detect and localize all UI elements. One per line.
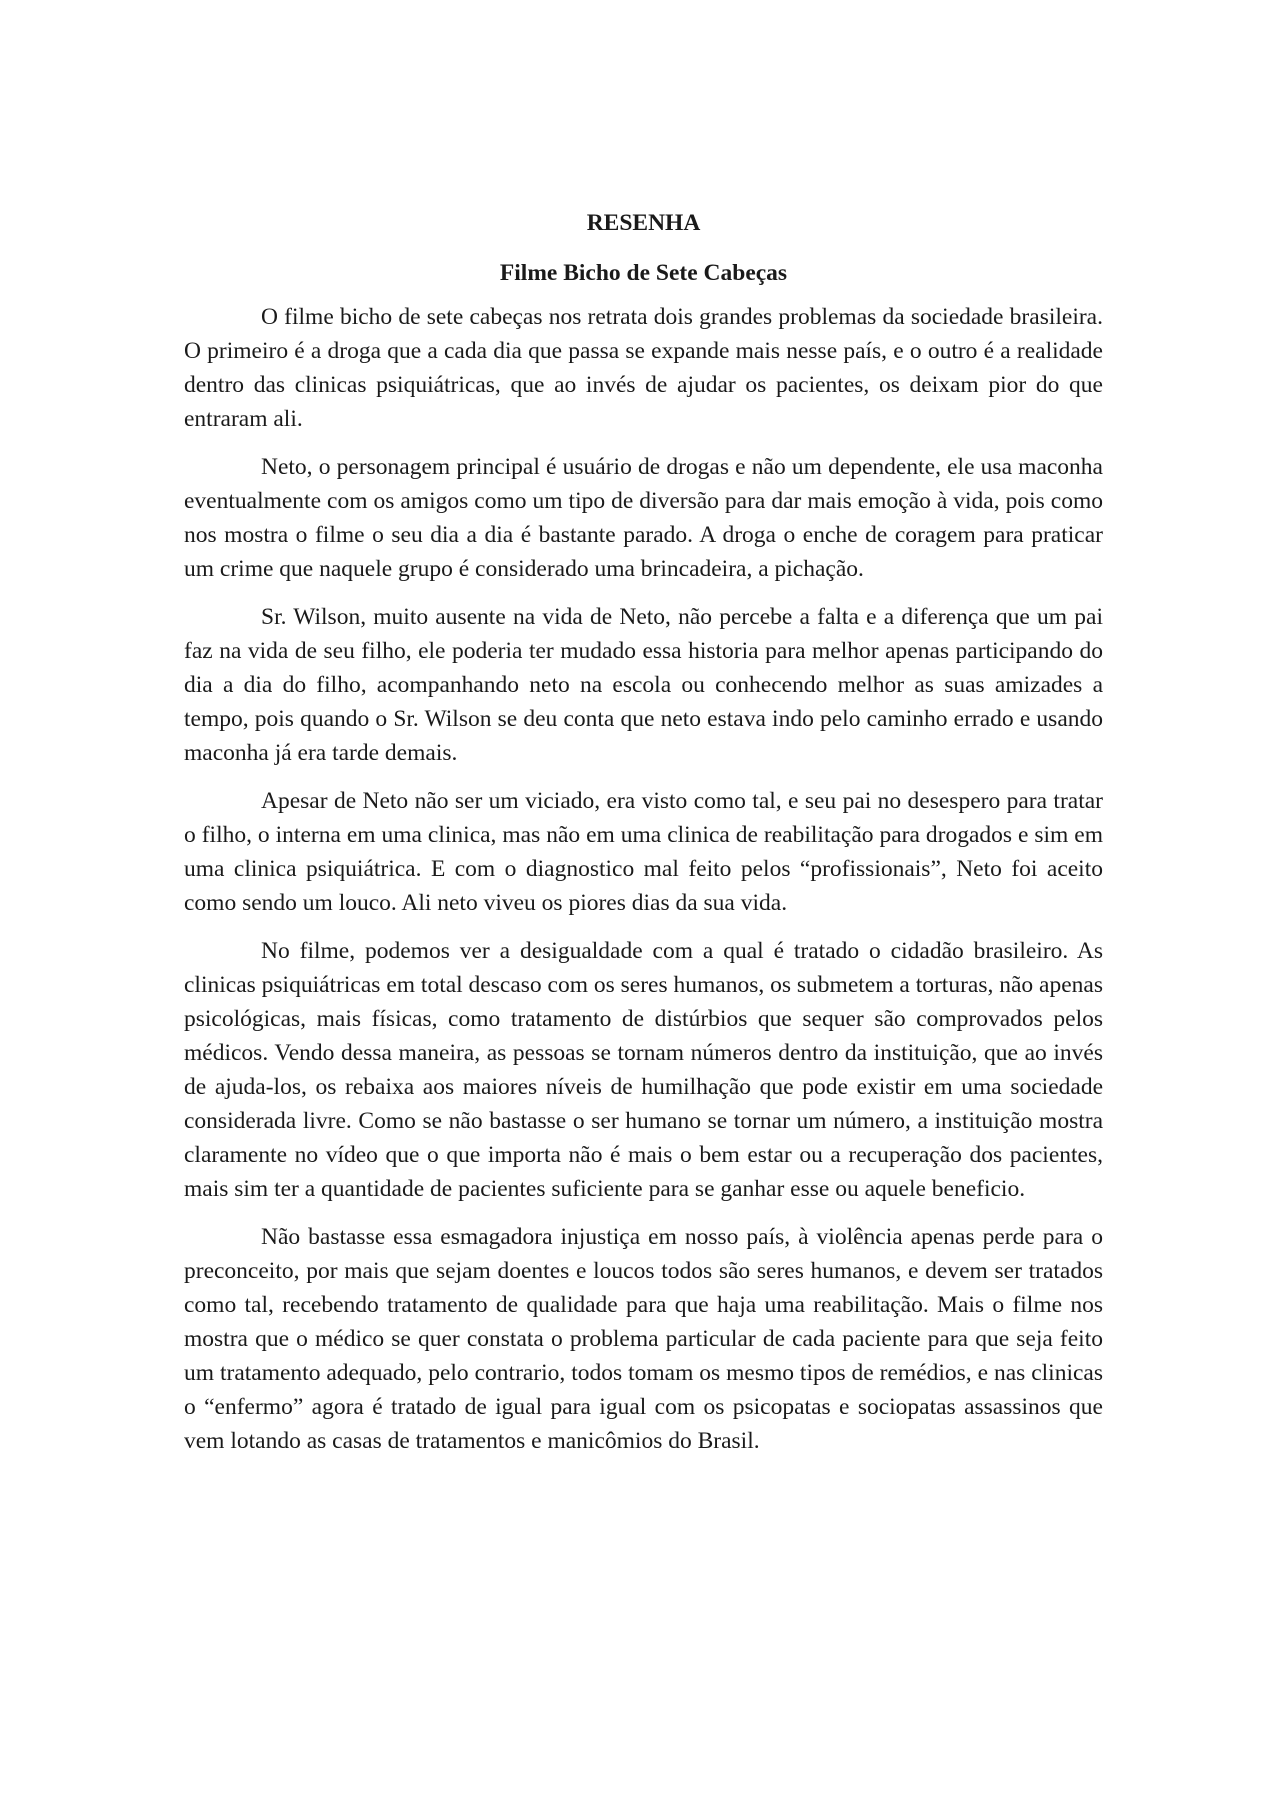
paragraph: Sr. Wilson, muito ausente na vida de Neto, não percebe a falta e a diferença que um pai faz na vida de seu filho, ele poderia ter mudado essa historia para melhor apenas participando do dia a dia do filho, acompanhando neto na escola ou conhecendo melhor as suas amizades a tempo, pois quando o Sr. Wilson se deu conta que neto estava indo pelo caminho errado e usando maconha já era tarde demais. xyxy=(184,604,1103,766)
document-body xyxy=(184,206,1103,1458)
paragraph: No filme, podemos ver a desigualdade com a qual é tratado o cidadão brasileiro. As clinicas psiquiátricas em total descaso com os seres humanos, os submetem a torturas, não apenas psicológicas, mais físicas, como tratamento de distúrbios que sequer são comprovados pelos médicos. Vendo dessa maneira, as pessoas se tornam números dentro da instituição, que ao invés de ajuda-los, os rebaixa aos maiores níveis de humilhação que pode existir em uma sociedade considerada livre. Como se não bastasse o ser humano se tornar um número, a instituição mostra claramente no vídeo que o que importa não é mais o bem estar ou a recuperação dos pacientes, mais sim ter a quantidade de pacientes suficiente para se ganhar esse ou aquele beneficio. xyxy=(184,938,1103,1202)
paragraph: Neto, o personagem principal é usuário de drogas e não um dependente, ele usa maconha eventualmente com os amigos como um tipo de diversão para dar mais emoção à vida, pois como nos mostra o filme o seu dia a dia é bastante parado. A droga o enche de coragem para praticar um crime que naquele grupo é considerado uma brincadeira, a pichação. xyxy=(184,454,1103,582)
document-title: RESENHA xyxy=(586,210,701,236)
paragraph: Apesar de Neto não ser um viciado, era visto como tal, e seu pai no desespero para tratar o filho, o interna em uma clinica, mas não em uma clinica de reabilitação para drogados e sim em uma clinica psiquiátrica. E com o diagnostico mal feito pelos “profissionais”, Neto foi aceito como sendo um louco. Ali neto viveu os piores dias da sua vida. xyxy=(184,788,1103,916)
document-subtitle: Filme Bicho de Sete Cabeças xyxy=(499,260,788,286)
paragraph: Não bastasse essa esmagadora injustiça em nosso país, à violência apenas perde para o preconceito, por mais que sejam doentes e loucos todos são seres humanos, e devem ser tratados como tal, recebendo tratamento de qualidade para que haja uma reabilitação. Mais o filme nos mostra que o médico se quer constata o problema particular de cada paciente para que seja feito um tratamento adequado, pelo contrario, todos tomam os mesmo tipos de remédios, e nas clinicas o “enfermo” agora é tratado de igual para igual com os psicopatas e sociopatas assassinos que vem lotando as casas de tratamentos e manicômios do Brasil. xyxy=(184,1224,1103,1454)
paragraph: O filme bicho de sete cabeças nos retrata dois grandes problemas da sociedade brasileira. O primeiro é a droga que a cada dia que passa se expande mais nesse país, e o outro é a realidade dentro das clinicas psiquiátricas, que ao invés de ajudar os pacientes, os deixam pior do que entraram ali. xyxy=(184,304,1103,432)
